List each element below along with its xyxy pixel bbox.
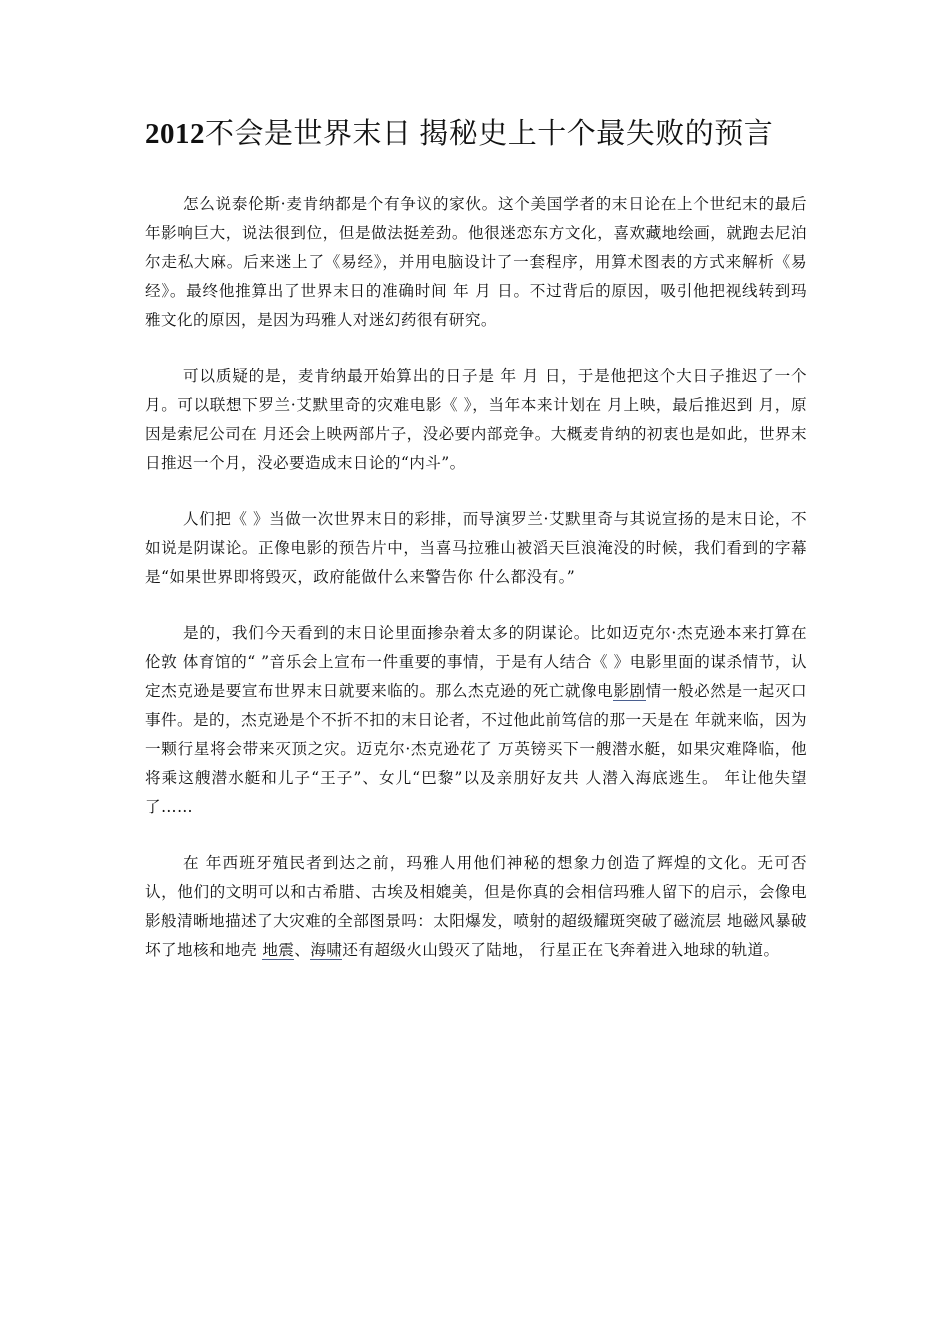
paragraph-2: 可以质疑的是，麦肯纳最开始算出的日子是 年 月 日，于是他把这个大日子推迟了一个月。可以联想下罗兰·艾默里奇的灾难电影《 》，当年本来计划在 月上映，最后推迟到 月，原因是索尼公司在 月还会上映两部片子，没必要内部竞争。大概麦肯纳的初衷也是如此，世界末日推迟一个月，没必要造成末日论的“内斗”。	[145, 367, 807, 472]
link-film-drama[interactable]: 影剧	[613, 682, 646, 700]
link-tsunami[interactable]: 海啸	[310, 941, 343, 959]
paragraph-5-text-after: 还有超级火山毁灭了陆地， 行星正在飞奔着进入地球的轨道。	[342, 941, 780, 959]
link-earthquake[interactable]: 地震	[262, 941, 295, 959]
paragraph-3: 人们把《 》当做一次世界末日的彩排，而导演罗兰·艾默里奇与其说宣扬的是末日论，不如说是阴谋论。正像电影的预告片中，当喜马拉雅山被滔天巨浪淹没的时候，我们看到的字幕是“如果世界即将毁灭，政府能做什么来警告你 什么都没有。”	[145, 510, 807, 586]
title-year: 2012	[145, 118, 205, 150]
paragraph-4-text-before: 是的，我们今天看到的末日论里面掺杂着太多的阴谋论。比如迈克尔·杰克逊本来打算在伦敦 体育馆的“ ”音乐会上宣布一件重要的事情，于是有人结合《 》电影里面的谋杀情节，认定杰克逊是要宣布世界末日就要来临的。那么杰克逊的死亡就像电	[145, 624, 807, 700]
article-title	[145, 108, 807, 160]
paragraph-5-text-before: 在 年西班牙殖民者到达之前，玛雅人用他们神秘的想象力创造了辉煌的文化。无可否认，他们的文明可以和古希腊、古埃及相媲美，但是你真的会相信玛雅人留下的启示，会像电影般清晰地描述了大灾难的全部图景吗：太阳爆发，喷射的超级耀斑突破了磁流层 地磁风暴破坏了地核和地壳	[145, 854, 807, 959]
document-page	[145, 108, 807, 992]
paragraph-4	[145, 619, 807, 822]
paragraph-4-text-after: 情一般必然是一起灭口事件。是的，杰克逊是个不折不扣的末日论者，不过他此前笃信的那一天是在 年就来临，因为一颗行星将会带来灭顶之灾。迈克尔·杰克逊花了 万英镑买下一艘潜水艇，如果灾难降临，他将乘这艘潜水艇和儿子“王子”、女儿“巴黎”以及亲朋好友共 人潜入海底逃生。 年让他失望了……	[145, 682, 807, 816]
paragraph-5-separator: 、	[294, 941, 311, 959]
paragraph-5	[145, 849, 807, 965]
paragraph-1: 怎么说泰伦斯·麦肯纳都是个有争议的家伙。这个美国学者的末日论在上个世纪末的最后 年影响巨大，说法很到位，但是做法挺差劲。他很迷恋东方文化，喜欢藏地绘画，就跑去尼泊尔走私大麻。后来迷上了《易经》，并用电脑设计了一套程序，用算术图表的方式来解析《易经》。最终他推算出了世界末日的准确时间 年 月 日。不过背后的原因，吸引他把视线转到玛雅文化的原因，是因为玛雅人对迷幻药很有研究。	[145, 195, 807, 329]
title-text: 不会是世界末日 揭秘史上十个最失败的预言	[205, 118, 774, 150]
